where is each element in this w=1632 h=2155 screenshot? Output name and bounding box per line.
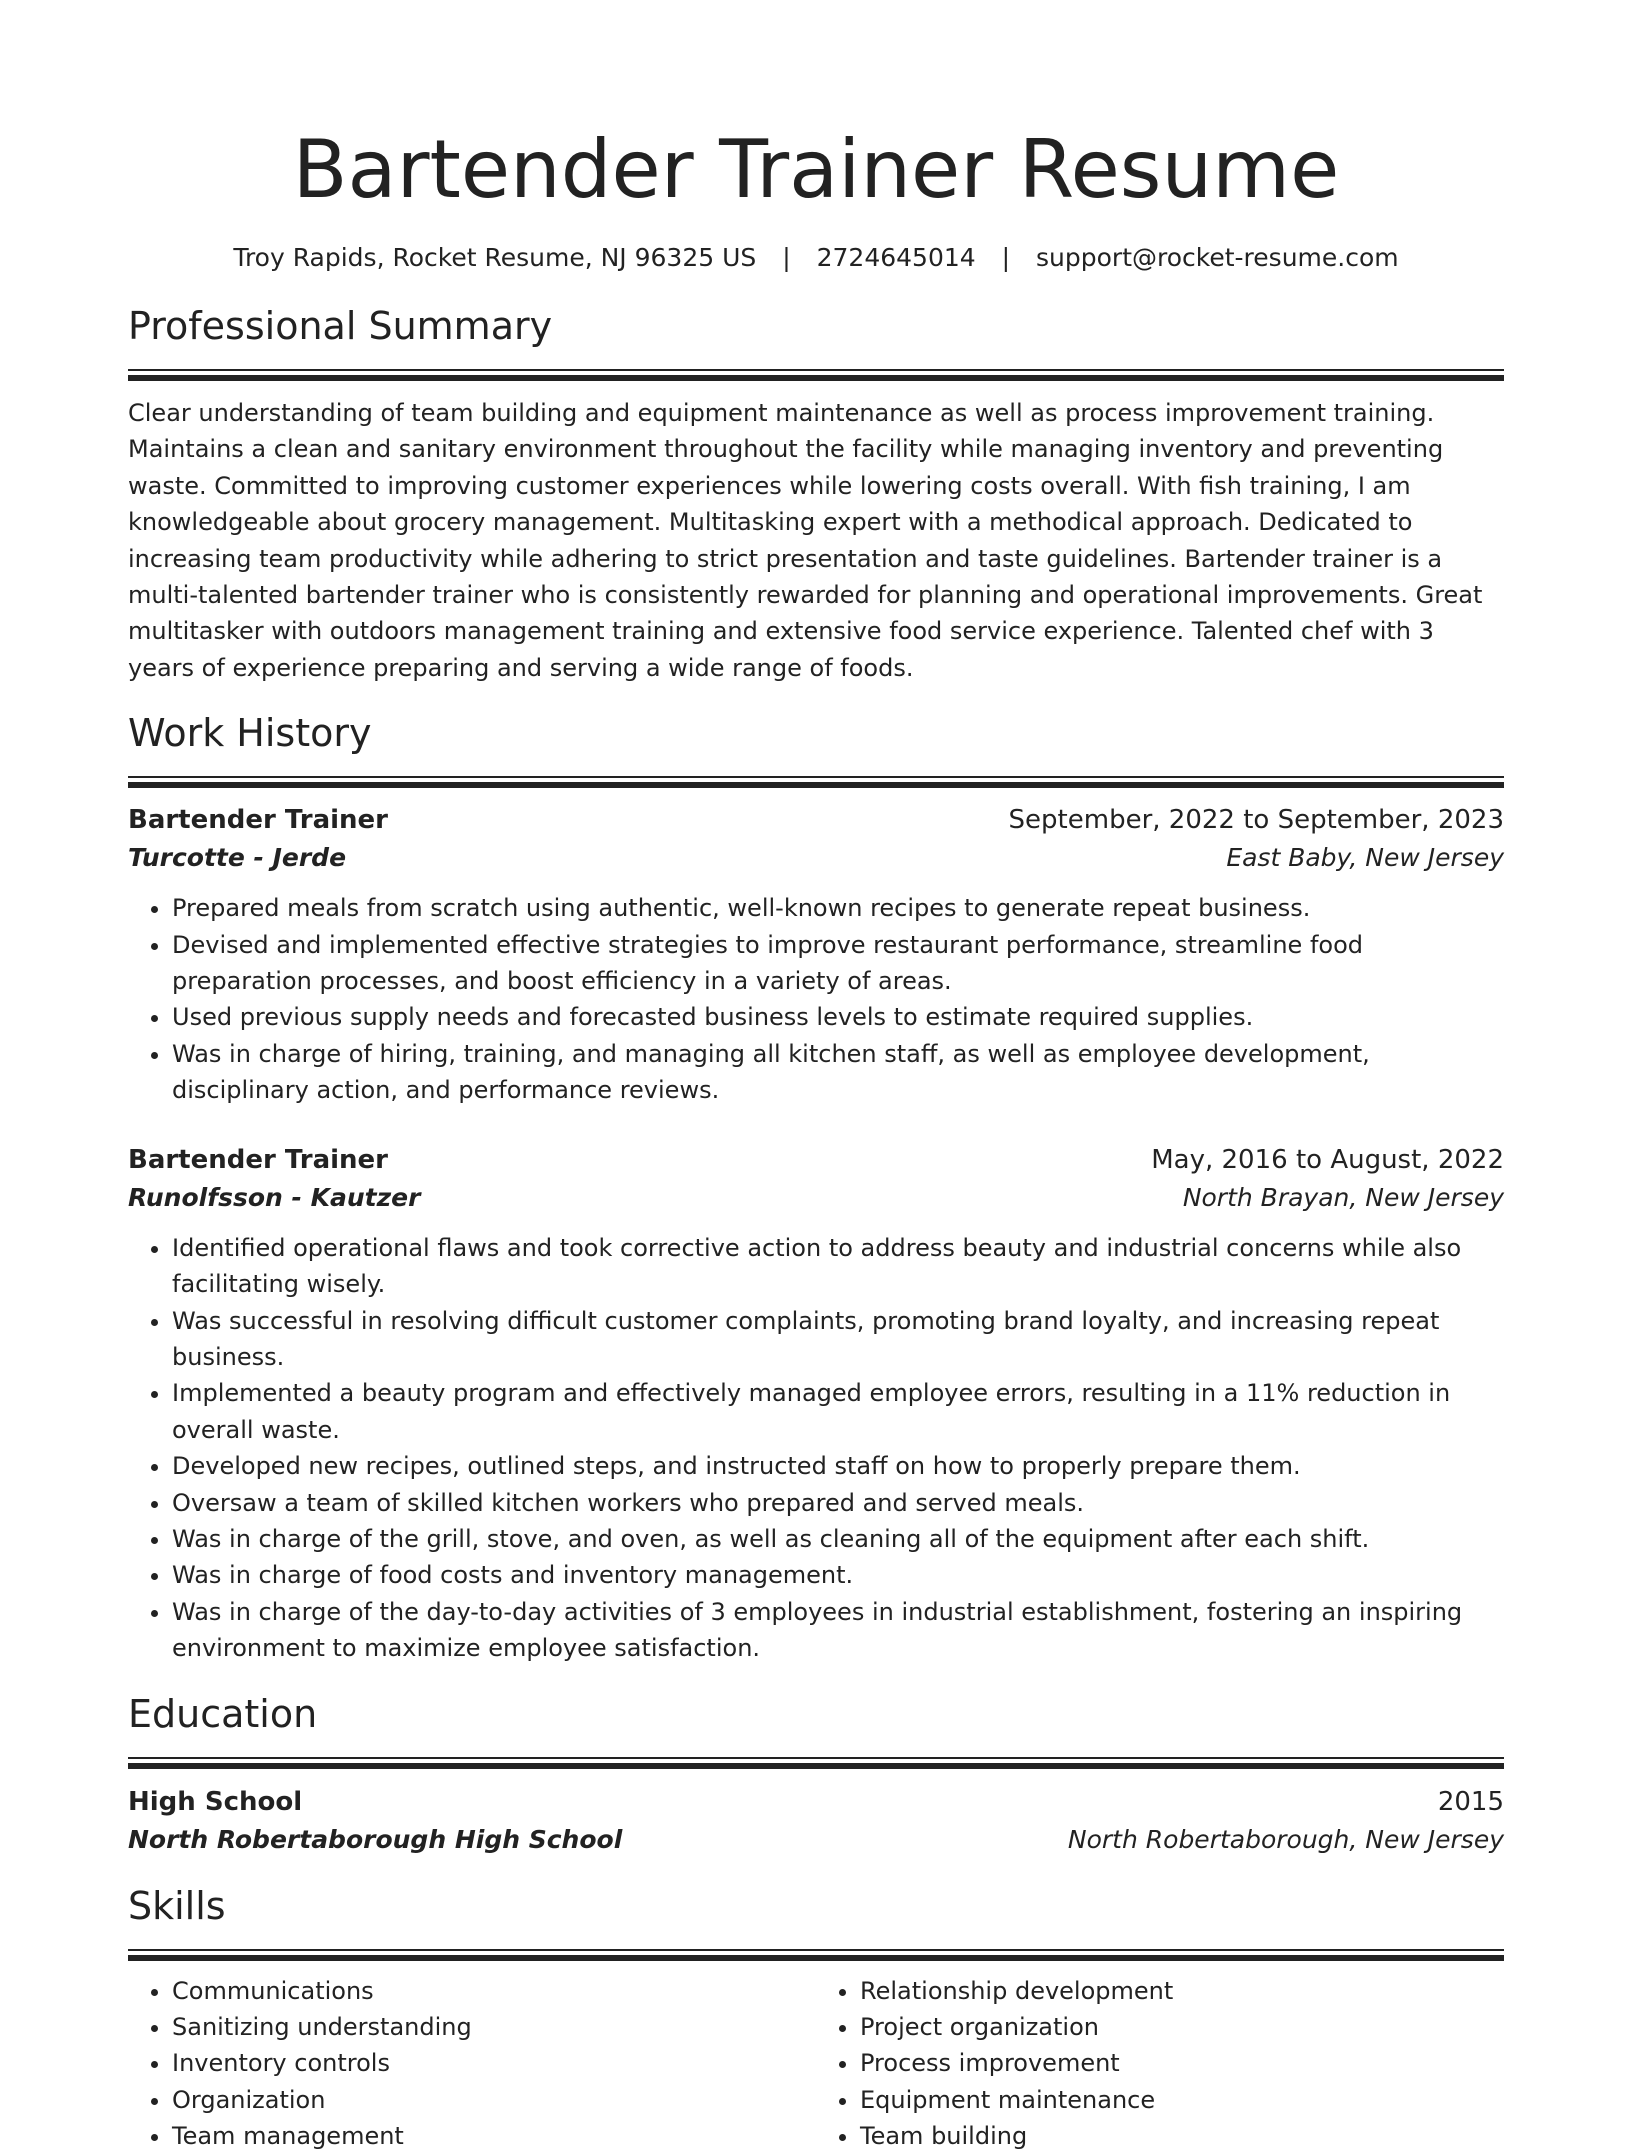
summary-text: Clear understanding of team building and equipment maintenance as well as process improvement training. Maintains a clean and sanitary environment throughout the facility while managing inventory and preventing waste. Committed to improving customer experiences while lowering costs overall. With fish training, I am knowledgeable about grocery management. Multitasking expert with a methodical approach. Dedicated to increasing team productivity while adhering to strict presentation and taste guidelines. Bartender trainer is a multi-talented bartender trainer who is consistently rewarded for planning and operational improvements. Great multitasker with outdoors management training and extensive food service experience. Talented chef with 3 years of experience preparing and serving a wide range of foods.	[128, 399, 1483, 682]
job-dates: May, 2016 to August, 2022	[1151, 1144, 1504, 1175]
contact-phone: 2724645014	[816, 243, 976, 272]
skills-section	[128, 1881, 1504, 2155]
education-school: North Robertaborough High School	[128, 1824, 623, 1854]
education-location: North Robertaborough, New Jersey	[1067, 1824, 1504, 1854]
work-history-heading: Work History	[128, 711, 372, 756]
section-divider	[128, 1949, 1504, 1961]
skill-item: • Inventory controls	[172, 2045, 816, 2081]
skills-heading: Skills	[128, 1883, 226, 1928]
job-bullet: • Oversaw a team of skilled kitchen workers who prepared and served meals.	[172, 1485, 1504, 1521]
job-entry	[128, 801, 1504, 1108]
skills-column-right	[816, 1973, 1504, 2155]
job-company-row	[128, 1179, 1504, 1217]
job-header-row	[128, 801, 1504, 839]
job-bullet: • Developed new recipes, outlined steps, and instructed staff on how to properly prepare them.	[172, 1448, 1504, 1484]
contact-email: support@rocket-resume.com	[1036, 243, 1399, 272]
summary-section	[128, 301, 1504, 686]
section-divider	[128, 1757, 1504, 1769]
job-bullet: • Identified operational flaws and took corrective action to address beauty and industrial concerns while also facilitating wisely.	[172, 1230, 1504, 1303]
work-history-section	[128, 708, 1504, 1666]
job-bullet: • Implemented a beauty program and effectively managed employee errors, resulting in a 11% reduction in overall waste.	[172, 1375, 1504, 1448]
skills-grid	[128, 1973, 1504, 2155]
job-bullet: • Devised and implemented effective strategies to improve restaurant performance, streamline food preparation processes, and boost efficiency in a variety of areas.	[172, 927, 1504, 1000]
contact-separator: |	[782, 243, 791, 272]
education-year: 2015	[1437, 1786, 1504, 1817]
job-bullet-list	[128, 890, 1504, 1108]
job-bullet-list	[128, 1230, 1504, 1667]
job-bullet: • Was in charge of food costs and inventory management.	[172, 1557, 1504, 1593]
job-title: Bartender Trainer	[128, 1144, 388, 1175]
contact-line	[128, 241, 1504, 275]
job-location: North Brayan, New Jersey	[1182, 1182, 1504, 1212]
summary-heading: Professional Summary	[128, 304, 553, 348]
job-bullet: • Was successful in resolving difficult customer complaints, promoting brand loyalty, and increasing repeat business.	[172, 1303, 1504, 1376]
job-bullet: • Was in charge of the day-to-day activities of 3 employees in industrial establishment, fostering an inspiring environment to maximize employee satisfaction.	[172, 1594, 1504, 1667]
education-school-row	[128, 1821, 1504, 1859]
education-degree: High School	[128, 1786, 303, 1817]
section-divider	[128, 776, 1504, 788]
skill-item: • Organization	[172, 2082, 816, 2118]
job-bullet: • Used previous supply needs and forecasted business levels to estimate required supplies.	[172, 999, 1504, 1035]
education-heading: Education	[128, 1691, 318, 1736]
job-location: East Baby, New Jersey	[1226, 843, 1504, 873]
contact-address: Troy Rapids, Rocket Resume, NJ 96325 US	[233, 243, 757, 272]
job-company: Runolfsson - Kautzer	[128, 1182, 421, 1212]
skills-column-left	[128, 1973, 816, 2155]
skill-item: • Communications	[172, 1973, 816, 2009]
contact-separator: |	[1001, 243, 1011, 272]
job-bullet: • Was in charge of the grill, stove, and oven, as well as cleaning all of the equipment after each shift.	[172, 1521, 1504, 1557]
skill-item: • Process improvement	[860, 2045, 1504, 2081]
resume-content	[128, 118, 1504, 2155]
education-section	[128, 1689, 1504, 1859]
skill-item: • Team management	[172, 2118, 816, 2154]
section-divider	[128, 369, 1504, 381]
job-bullet: • Was in charge of hiring, training, and managing all kitchen staff, as well as employee development, disciplinary action, and performance reviews.	[172, 1036, 1504, 1109]
skill-item: • Relationship development	[860, 1973, 1504, 2009]
job-title: Bartender Trainer	[128, 805, 388, 836]
resume-title: Bartender Trainer Resume	[292, 123, 1340, 216]
job-dates: September, 2022 to September, 2023	[1008, 805, 1504, 836]
education-header-row	[128, 1783, 1504, 1821]
job-entry	[128, 1141, 1504, 1667]
skill-item: • Team building	[860, 2118, 1504, 2154]
skill-item: • Project organization	[860, 2009, 1504, 2045]
job-company: Turcotte - Jerde	[128, 843, 347, 873]
job-company-row	[128, 839, 1504, 877]
job-bullet: • Prepared meals from scratch using authentic, well-known recipes to generate repeat business.	[172, 890, 1504, 926]
education-entry	[128, 1783, 1504, 1859]
skill-item: • Equipment maintenance	[860, 2082, 1504, 2118]
skill-item: • Sanitizing understanding	[172, 2009, 816, 2045]
job-header-row	[128, 1141, 1504, 1179]
